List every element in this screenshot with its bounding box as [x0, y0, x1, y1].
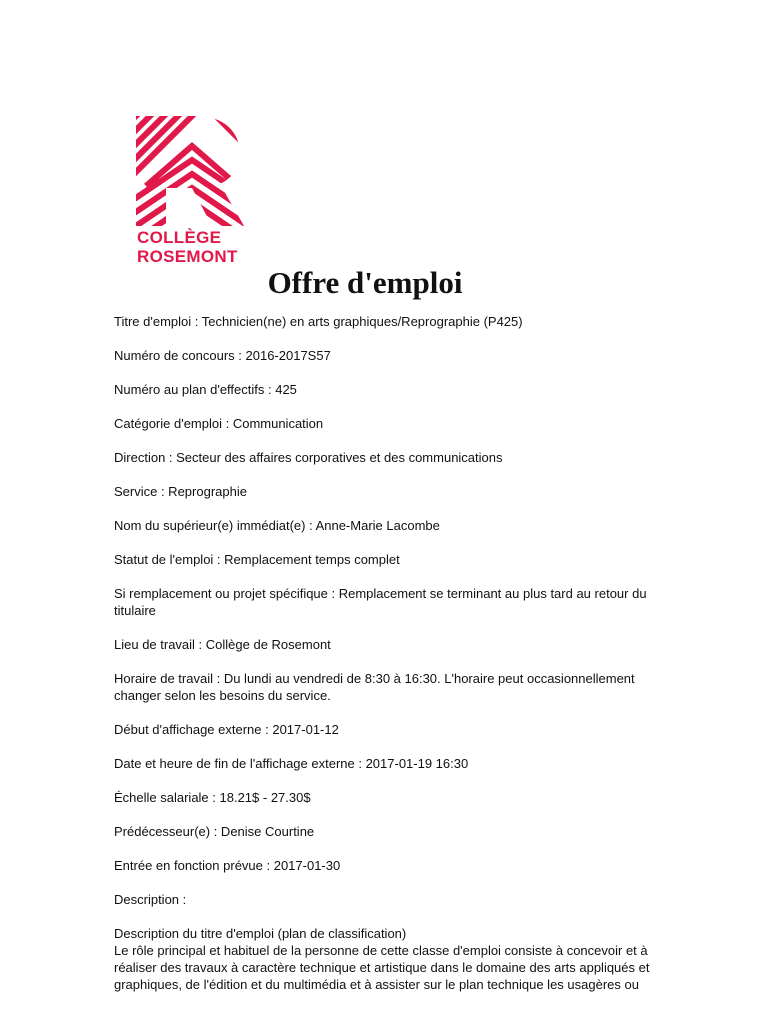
field-description-label: Description : [114, 892, 187, 907]
field-posting-end: Date et heure de fin de l'affichage externe : 2017-01-19 16:30 [114, 756, 469, 771]
rosemont-r-logo-icon [136, 116, 248, 226]
page-title: Offre d'emploi [267, 265, 463, 300]
field-staffing-plan-number: Numéro au plan d'effectifs : 425 [114, 382, 297, 397]
field-start-date: Entrée en fonction prévue : 2017-01-30 [114, 858, 341, 873]
field-predecessor: Prédécesseur(e) : Denise Courtine [114, 824, 315, 839]
field-workplace: Lieu de travail : Collège de Rosemont [114, 637, 331, 652]
description-body: Le rôle principal et habituel de la personne de cette classe d'emploi consiste à concevoir et à réaliser des travaux à caractère technique et artistique dans le domaine des arts appliqués et graphiques, de l'édition et du multimédia et à assister sur le plan technique les usagères ou [114, 943, 650, 992]
field-direction: Direction : Secteur des affaires corporatives et des communications [114, 450, 503, 465]
field-replacement: Si remplacement ou projet spécifique : Remplacement se terminant au plus tard au retour du titulaire [114, 586, 647, 618]
field-posting-start: Début d'affichage externe : 2017-01-12 [114, 722, 339, 737]
field-supervisor: Nom du supérieur(e) immédiat(e) : Anne-Marie Lacombe [114, 518, 440, 533]
logo-wordmark [137, 228, 238, 266]
description-block [114, 925, 654, 993]
field-job-status: Statut de l'emploi : Remplacement temps complet [114, 552, 400, 567]
field-job-title: Titre d'emploi : Technicien(ne) en arts graphiques/Reprographie (P425) [114, 314, 523, 329]
job-details [114, 313, 654, 1010]
field-competition-number: Numéro de concours : 2016-2017S57 [114, 348, 331, 363]
logo-line-2: ROSEMONT [137, 247, 238, 266]
field-service: Service : Reprographie [114, 484, 247, 499]
field-job-category: Catégorie d'emploi : Communication [114, 416, 324, 431]
field-schedule: Horaire de travail : Du lundi au vendredi de 8:30 à 16:30. L'horaire peut occasionnellement changer selon les besoins du service. [114, 671, 635, 703]
description-heading: Description du titre d'emploi (plan de classification) [114, 926, 407, 941]
field-salary-scale: Échelle salariale : 18.21$ - 27.30$ [114, 790, 311, 805]
logo-line-1: COLLÈGE [137, 228, 222, 247]
